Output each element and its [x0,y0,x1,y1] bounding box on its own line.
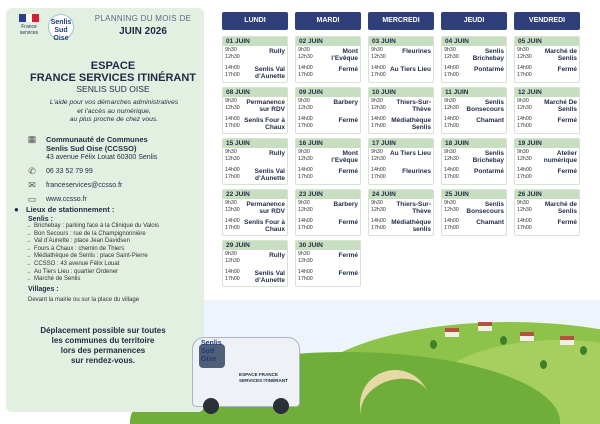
day-cell [295,189,361,236]
slot-end-time: 17h00 [298,225,313,231]
slot-start-time: 14h00 [298,116,313,122]
day-cell [368,36,434,83]
slot-location: Senlis Val d’Aunette [254,270,285,284]
afternoon-slot [515,217,579,235]
afternoon-slot [223,115,287,133]
notice-line: les communes du territoire [51,336,155,345]
slot-end-time: 17h00 [517,72,532,78]
afternoon-slot [223,217,287,235]
afternoon-slot [369,115,433,133]
slot-end-time: 12h30 [444,156,459,162]
france-services-logo [14,14,44,42]
day-header-jeudi: JEUDI [441,12,507,30]
slot-start-time: 14h00 [371,167,386,173]
day-date: 24 JUIN [369,190,433,199]
station-item: → Fours à Chaux : chemin de Thiers [14,246,204,254]
day-cell [295,36,361,83]
afternoon-slot [442,217,506,235]
slot-location: Thiers-Sur-Thève [396,99,431,113]
day-date: 17 JUIN [369,139,433,148]
morning-slot [296,250,360,268]
slot-start-time: 9h30 [298,251,310,257]
slot-end-time: 17h00 [298,72,313,78]
slot-end-time: 12h30 [517,54,532,60]
logo-line: Senlis [50,19,72,26]
slot-start-time: 14h00 [371,65,386,71]
slot-start-time: 14h00 [444,167,459,173]
van-text-line: ESPACE FRANCE [239,372,278,377]
afternoon-slot [223,64,287,82]
slot-start-time: 9h30 [371,149,383,155]
day-date: 08 JUIN [223,88,287,97]
slot-location: Chamant [476,219,504,226]
slot-location: Mont l’Evêque [331,150,358,164]
subtitle: SENLIS SUD OISE [76,84,150,94]
title-line: ESPACE [90,60,136,72]
address: 43 avenue Félix Louat 60300 Senlis [46,154,158,161]
slot-location: Senlis Val d’Aunette [254,66,285,80]
slot-start-time: 14h00 [225,269,240,275]
afternoon-slot [442,115,506,133]
slot-location: Rully [269,252,285,259]
afternoon-slot [442,166,506,184]
slot-location: Médiathèque senlis [391,219,431,233]
organization-row [14,135,202,162]
slot-location: Au Tiers Lieu [389,150,431,157]
slot-start-time: 9h30 [225,98,237,104]
slot-start-time: 9h30 [517,149,529,155]
slot-start-time: 14h00 [444,65,459,71]
tagline-line: L’aide pour vos démarches administratives [49,99,179,106]
village-house [560,336,574,345]
morning-slot [296,199,360,217]
france-services-logo-text: France services [19,24,39,36]
day-cell [514,36,580,83]
morning-slot [296,148,360,166]
slot-end-time: 12h30 [298,54,313,60]
villages-label: Villages : [28,285,59,293]
village-house [445,328,459,337]
slot-location: Fermé [557,117,577,124]
slot-end-time: 12h30 [444,105,459,111]
slot-start-time: 14h00 [517,167,532,173]
slot-end-time: 12h30 [225,156,240,162]
station-item: → CCSSO : 43 avenue Félix Louat [14,261,204,269]
slot-end-time: 17h00 [371,174,386,180]
slot-end-time: 12h30 [298,207,313,213]
notice-line: Déplacement possible sur toutes [40,326,166,335]
slot-start-time: 9h30 [517,47,529,53]
tagline [26,99,202,125]
slot-end-time: 17h00 [371,123,386,129]
slot-start-time: 9h30 [371,200,383,206]
travel-notice [28,326,178,366]
computer-icon: ▭ [27,194,37,204]
morning-slot [442,46,506,64]
tree-icon [580,346,587,355]
slot-location: Senlis Val d’Aunette [254,168,285,182]
morning-slot [223,148,287,166]
location-pin-icon: ● [14,205,19,214]
phone-icon: ✆ [28,166,36,176]
slot-start-time: 9h30 [298,149,310,155]
slot-location: Fermé [557,66,577,73]
slot-start-time: 9h30 [444,200,456,206]
day-date: 10 JUIN [369,88,433,97]
slot-start-time: 14h00 [225,116,240,122]
phone-number[interactable]: 06 33 52 79 99 [46,168,93,175]
slot-start-time: 9h30 [225,200,237,206]
van-logo-line: Senlis [201,340,222,347]
slot-location: Fermé [557,219,577,226]
stations-block [14,205,204,304]
day-cell [514,87,580,134]
slot-end-time: 12h30 [298,156,313,162]
van-logo-line: Sud [201,348,215,355]
day-cell [368,138,434,185]
afternoon-slot [296,166,360,184]
slot-start-time: 14h00 [371,116,386,122]
slot-location: Senlis Brichebay [472,48,504,62]
slot-end-time: 17h00 [517,123,532,129]
slot-end-time: 12h30 [225,207,240,213]
slot-start-time: 9h30 [371,47,383,53]
org-name: Communauté de Communes [46,135,148,144]
slot-location: Fleurines [402,168,431,175]
day-date: 12 JUIN [515,88,579,97]
afternoon-slot [515,166,579,184]
slot-end-time: 12h30 [371,207,386,213]
morning-slot [515,46,579,64]
afternoon-slot [223,268,287,286]
slot-end-time: 12h30 [444,207,459,213]
day-cell [368,189,434,236]
day-date: 30 JUIN [296,241,360,250]
slot-start-time: 14h00 [298,65,313,71]
slot-start-time: 14h00 [225,218,240,224]
slot-location: Senlis Bonsecours [466,201,504,215]
day-date: 11 JUIN [442,88,506,97]
morning-slot [369,97,433,115]
email-row [14,181,202,190]
morning-slot [442,148,506,166]
slot-location: Rully [269,150,285,157]
slot-end-time: 17h00 [517,174,532,180]
station-item: → Bon Secours : rue de la Champignonnière [14,231,204,239]
morning-slot [442,97,506,115]
day-date: 23 JUIN [296,190,360,199]
slot-start-time: 14h00 [444,116,459,122]
slot-start-time: 14h00 [517,116,532,122]
info-panel [6,8,204,412]
afternoon-slot [369,64,433,82]
day-cell [441,138,507,185]
slot-location: Fleurines [402,48,431,55]
slot-start-time: 9h30 [298,98,310,104]
slot-start-time: 9h30 [444,149,456,155]
stations-title-text: Lieux de stationnement : [26,205,115,214]
slot-end-time: 17h00 [298,276,313,282]
slot-start-time: 14h00 [517,218,532,224]
slot-start-time: 14h00 [298,167,313,173]
senlis-sud-oise-logo [48,14,74,40]
day-cell [222,87,288,134]
website-link[interactable]: www.ccsso.fr [46,196,87,203]
afternoon-slot [515,64,579,82]
morning-slot [515,199,579,217]
slot-end-time: 17h00 [371,72,386,78]
slot-location: Fermé [338,219,358,226]
website-row [14,195,202,204]
day-cell [222,189,288,236]
wheel-icon [273,398,289,414]
slot-start-time: 9h30 [444,98,456,104]
day-header-mardi: MARDI [295,12,361,30]
slot-location: Fermé [338,66,358,73]
stations-title [14,205,204,214]
slot-location: Rully [269,48,285,55]
slot-start-time: 14h00 [371,218,386,224]
tagline-line: au plus proche de chez vous. [69,116,159,123]
afternoon-slot [296,268,360,286]
van-text-line: SERVICES ITINÉRANT [239,377,288,383]
slot-end-time: 17h00 [444,72,459,78]
day-cell [222,36,288,83]
slot-location: Permanence sur RDV [246,99,285,113]
logo-line: Oise [53,35,69,42]
mail-icon: ✉ [28,180,36,190]
slot-start-time: 9h30 [225,251,237,257]
slot-start-time: 14h00 [298,218,313,224]
slot-location: Pontarmé [474,168,504,175]
slot-location: Mont l’Evêque [331,48,358,62]
slot-start-time: 14h00 [298,269,313,275]
email-address[interactable]: franceservices@ccsso.fr [46,182,123,189]
service-title [28,60,198,94]
day-cell [441,36,507,83]
village-house [478,322,492,331]
slot-end-time: 12h30 [225,258,240,264]
afternoon-slot [296,64,360,82]
slot-end-time: 12h30 [444,54,459,60]
slot-location: Médiathèque Senlis [391,117,431,131]
station-item: → Médiathèque de Senlis : place Saint-Pierre [14,253,204,261]
day-cell [222,138,288,185]
slot-location: Senlis Brichebay [472,150,504,164]
morning-slot [223,97,287,115]
slot-start-time: 14h00 [517,65,532,71]
slot-end-time: 12h30 [517,156,532,162]
slot-location: Fermé [338,168,358,175]
day-cell [295,138,361,185]
logo-line: Sud [54,27,68,34]
slot-start-time: 14h00 [225,65,240,71]
day-date: 01 JUIN [223,37,287,46]
van-logo [201,340,225,363]
day-header-lundi: LUNDI [222,12,288,30]
morning-slot [296,97,360,115]
slot-end-time: 12h30 [298,258,313,264]
station-item: → Brichebay : parking face à la Clinique du Valois [14,223,204,231]
station-item: → Au Tiers Lieu : quartier Ordener [14,269,204,277]
slot-location: Pontarmé [474,66,504,73]
afternoon-slot [223,166,287,184]
van-lettering [239,372,297,383]
day-header-mercredi: MERCREDI [368,12,434,30]
slot-start-time: 14h00 [225,167,240,173]
slot-end-time: 17h00 [225,174,240,180]
day-cell [441,189,507,236]
slot-end-time: 17h00 [517,225,532,231]
day-date: 09 JUIN [296,88,360,97]
slot-location: Marché de Senlis [544,48,577,62]
day-date: 04 JUIN [442,37,506,46]
station-item: → Marché de Senlis [14,276,204,284]
day-date: 25 JUIN [442,190,506,199]
afternoon-slot [369,166,433,184]
slot-location: Barbery [333,201,358,208]
slot-location: Fermé [338,252,358,259]
slot-location: Marché De Senlis [544,99,577,113]
morning-slot [442,199,506,217]
village-house [520,332,534,341]
day-header-vendredi: VENDREDI [514,12,580,30]
slot-end-time: 17h00 [225,123,240,129]
slot-end-time: 17h00 [225,276,240,282]
day-cell [441,87,507,134]
slot-start-time: 14h00 [444,218,459,224]
station-item: → Val d’Aunette : place Jean Davidsen [14,238,204,246]
tree-icon [500,336,507,345]
slot-location: Au Tiers Lieu [389,66,431,73]
slot-location: Atelier numérique [543,150,577,164]
afternoon-slot [369,217,433,235]
slot-end-time: 17h00 [371,225,386,231]
morning-slot [223,250,287,268]
slot-location: Senlis Bonsecours [466,99,504,113]
day-date: 02 JUIN [296,37,360,46]
wheel-icon [203,398,219,414]
day-cell [295,87,361,134]
morning-slot [515,97,579,115]
building-icon: ▦ [27,134,37,144]
day-cell [514,138,580,185]
day-date: 29 JUIN [223,241,287,250]
van-illustration [192,337,300,407]
slot-location: Permanence sur RDV [246,201,285,215]
notice-line: lors des permanences [60,346,146,355]
org-name: Senlis Sud Oise (CCSSO) [46,144,137,153]
title-line: FRANCE SERVICES ITINÉRANT [29,72,197,84]
day-date: 03 JUIN [369,37,433,46]
slot-end-time: 17h00 [444,225,459,231]
phone-row [14,167,202,176]
slot-end-time: 12h30 [371,156,386,162]
morning-slot [515,148,579,166]
slot-location: Senlis Four à Chaux [244,117,285,131]
day-date: 05 JUIN [515,37,579,46]
afternoon-slot [296,115,360,133]
slot-location: Chamant [476,117,504,124]
day-date: 18 JUIN [442,139,506,148]
slot-location: Fermé [338,270,358,277]
tagline-line: et l’accès au numérique, [77,107,151,115]
tree-icon [430,340,437,349]
slot-end-time: 17h00 [444,123,459,129]
morning-slot [223,199,287,217]
senlis-label: Senlis : [28,216,53,223]
slot-end-time: 12h30 [517,207,532,213]
morning-slot [369,148,433,166]
van-logo-line: Oise [201,356,217,363]
slot-end-time: 12h30 [517,105,532,111]
slot-end-time: 17h00 [444,174,459,180]
day-date: 19 JUIN [515,139,579,148]
day-cell [295,240,361,287]
slot-start-time: 9h30 [371,98,383,104]
day-date: 22 JUIN [223,190,287,199]
afternoon-slot [515,115,579,133]
morning-slot [223,46,287,64]
morning-slot [369,46,433,64]
morning-slot [296,46,360,64]
slot-end-time: 17h00 [225,72,240,78]
slot-location: Fermé [338,117,358,124]
month-title: JUIN 2026 [119,26,167,37]
slot-start-time: 9h30 [225,47,237,53]
slot-end-time: 17h00 [225,225,240,231]
slot-end-time: 17h00 [298,174,313,180]
notice-line: sur rendez-vous. [70,356,135,365]
slot-start-time: 9h30 [298,47,310,53]
slot-start-time: 9h30 [444,47,456,53]
slot-end-time: 12h30 [371,54,386,60]
slot-end-time: 12h30 [225,105,240,111]
contact-block [14,135,202,204]
morning-slot [369,199,433,217]
day-date: 26 JUIN [515,190,579,199]
villages-text: Devant la mairie ou sur la place du village [28,296,140,303]
slot-location: Thiers-Sur-Thève [396,201,431,215]
day-date: 15 JUIN [223,139,287,148]
slot-end-time: 12h30 [225,54,240,60]
afternoon-slot [296,217,360,235]
slot-end-time: 12h30 [371,105,386,111]
slot-location: Marché de Senlis [544,201,577,215]
tree-icon [540,360,547,369]
slot-start-time: 9h30 [298,200,310,206]
french-flag-icon [19,14,39,22]
afternoon-slot [442,64,506,82]
slot-end-time: 17h00 [298,123,313,129]
planning-label: PLANNING DU MOIS DE [94,14,192,23]
slot-location: Senlis Four à Chaux [244,219,285,233]
slot-start-time: 9h30 [225,149,237,155]
slot-location: Barbery [333,99,358,106]
slot-end-time: 12h30 [298,105,313,111]
slot-location: Fermé [557,168,577,175]
day-cell [514,189,580,236]
day-cell [368,87,434,134]
slot-start-time: 9h30 [517,200,529,206]
day-cell [222,240,288,287]
day-date: 16 JUIN [296,139,360,148]
slot-start-time: 9h30 [517,98,529,104]
